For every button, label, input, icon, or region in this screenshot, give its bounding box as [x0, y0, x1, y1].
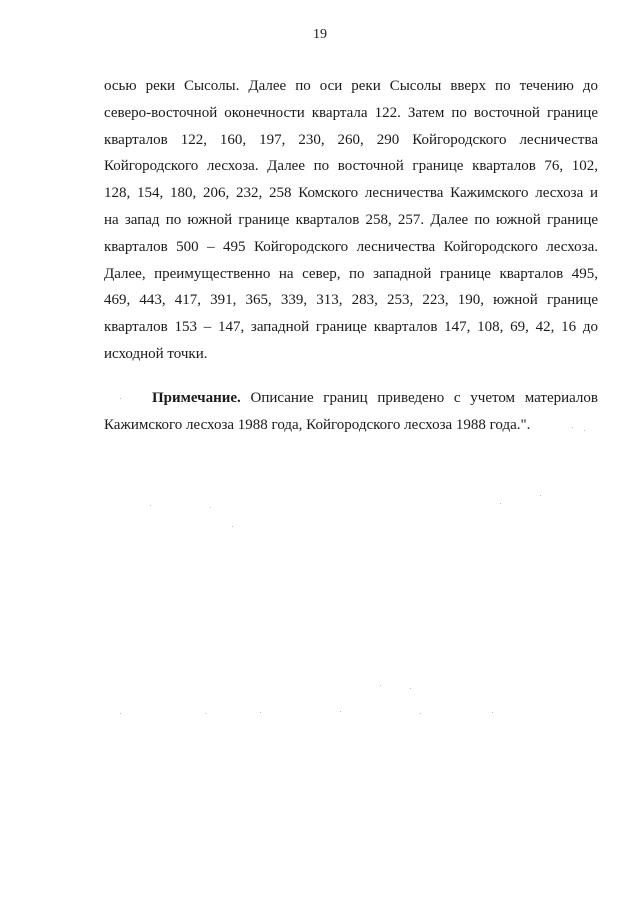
note-first-line — [104, 385, 598, 412]
text-line: кварталов 500 – 495 Койгородского лесничества Койгородского лесхоза. — [104, 238, 598, 255]
text-line: Койгородского лесхоза. Далее по восточной границе кварталов 76, 102, — [104, 158, 598, 175]
text-line: кварталов 122, 160, 197, 230, 260, 290 Койгородского лесничества — [104, 131, 598, 148]
boundary-description — [104, 73, 598, 368]
scan-speck — [420, 713, 421, 714]
scan-speck — [492, 712, 493, 713]
note-label: Примечание. — [152, 390, 241, 406]
scan-speck — [410, 688, 411, 689]
page-number: 19 — [313, 27, 327, 42]
text-line: 128, 154, 180, 206, 232, 258 Комского лесничества Кажимского лесхоза и — [104, 185, 598, 202]
scan-speck — [120, 713, 121, 714]
scan-speck — [584, 430, 585, 431]
text-line: 469, 443, 417, 391, 365, 339, 313, 283, 253, 223, 190, южной границе — [104, 292, 598, 309]
text-line: кварталов 153 – 147, западной границе кварталов 147, 108, 69, 42, 16 до — [104, 319, 598, 336]
scan-speck — [120, 398, 121, 399]
scan-speck — [540, 495, 541, 496]
note-second-line: Кажимского лесхоза 1988 года, Койгородского лесхоза 1988 года.". — [104, 416, 531, 433]
scan-speck — [260, 712, 261, 713]
text-line: на запад по южной границе кварталов 258, 257. Далее по южной границе — [104, 211, 598, 228]
scan-speck — [210, 507, 211, 508]
scan-speck — [340, 711, 341, 712]
scan-speck — [150, 505, 151, 506]
text-line: осью реки Сысолы. Далее по оси реки Сысолы вверх по течению до — [104, 78, 598, 94]
scan-speck — [380, 685, 381, 686]
scan-speck — [205, 713, 206, 714]
note-text: Описание границ приведено с учетом материалов — [250, 390, 599, 406]
scan-speck — [500, 503, 501, 504]
text-line: Далее, преимущественно на север, по западной границе кварталов 495, — [104, 265, 598, 282]
scan-speck — [572, 427, 573, 428]
scan-speck — [232, 526, 233, 527]
text-line: северо-восточной оконечности квартала 122. Затем по восточной границе — [104, 104, 598, 121]
note-paragraph — [104, 385, 598, 439]
text-line: исходной точки. — [104, 345, 208, 362]
